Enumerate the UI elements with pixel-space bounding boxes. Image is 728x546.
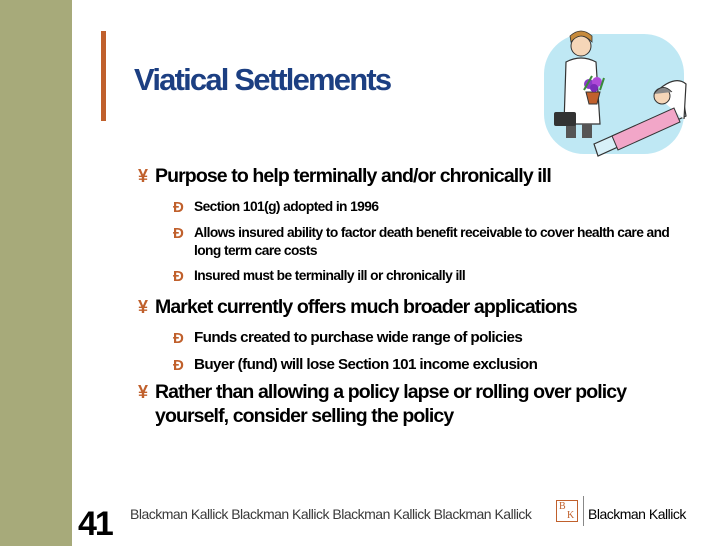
- left-sidebar-band: [0, 0, 72, 546]
- bullet-text: Allows insured ability to factor death benefit receivable to cover health care and long term care costs: [194, 225, 670, 258]
- logo-divider: [583, 496, 584, 526]
- list-item: [138, 224, 678, 260]
- list-item: [138, 164, 678, 188]
- bullet-text: Purpose to help terminally and/or chronically ill: [155, 165, 551, 187]
- list-item: [138, 355, 678, 374]
- bullet-text: Section 101(g) adopted in 1996: [194, 199, 379, 214]
- bullet-text: Market currently offers much broader applications: [155, 296, 577, 318]
- bullet-text: Insured must be terminally ill or chronically ill: [194, 268, 466, 283]
- bullet-marker: Ð: [173, 268, 184, 285]
- bullet-marker: Ð: [173, 199, 184, 216]
- logo-letter-k: K: [567, 510, 575, 521]
- bullet-marker: ¥: [138, 382, 148, 402]
- title-accent-rule: [101, 31, 106, 121]
- list-item: [138, 380, 678, 428]
- company-logo-mark: [556, 500, 578, 522]
- bullet-marker: Ð: [173, 330, 184, 347]
- logo-letter-b: B: [559, 501, 566, 512]
- footer-repeated-names: Blackman Kallick Blackman Kallick Blackman Kallick Blackman Kallick: [130, 506, 532, 522]
- bullet-list: [138, 160, 678, 428]
- bullet-text: Funds created to purchase wide range of policies: [194, 329, 523, 346]
- company-logo-text: Blackman Kallick: [588, 506, 686, 522]
- list-item: [138, 328, 678, 347]
- list-item: [138, 198, 678, 216]
- bullet-marker: Ð: [173, 357, 184, 374]
- bullet-marker: Ð: [173, 225, 184, 242]
- slide-title: Viatical Settlements: [134, 62, 391, 97]
- bullet-marker: ¥: [138, 297, 148, 317]
- doctor-patient-clipart-icon: [534, 24, 694, 164]
- bullet-text: Rather than allowing a policy lapse or rolling over policy yourself, consider selling the policy: [155, 381, 627, 427]
- bullet-marker: ¥: [138, 166, 148, 186]
- slide-number: 41: [78, 505, 112, 543]
- bullet-text: Buyer (fund) will lose Section 101 income exclusion: [194, 356, 538, 373]
- list-item: [138, 295, 678, 319]
- list-item: [138, 267, 678, 285]
